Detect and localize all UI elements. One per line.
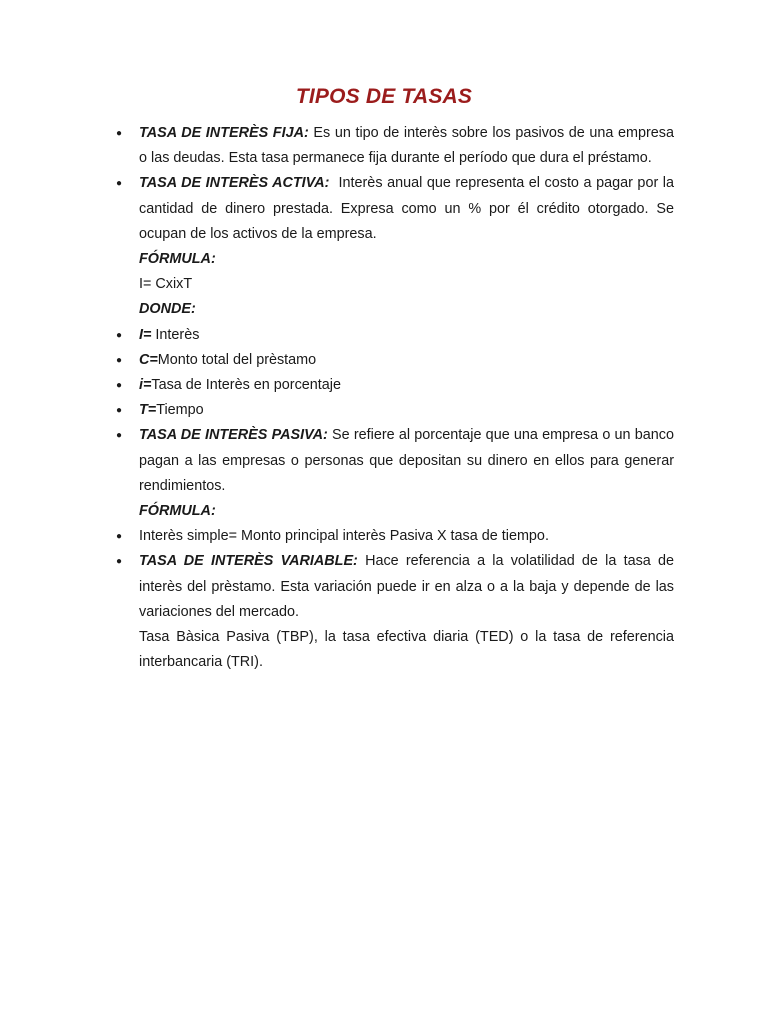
page-title: TIPOS DE TASAS bbox=[295, 85, 473, 108]
term-label: TASA DE INTERÈS FIJA: bbox=[139, 125, 309, 141]
list-item-variable bbox=[139, 348, 674, 373]
variable-description: Tasa de Interès en porcentaje bbox=[151, 377, 342, 394]
list-item-variable bbox=[139, 373, 674, 398]
document-body bbox=[139, 121, 674, 675]
variable-description: Monto total del prèstamo bbox=[157, 351, 317, 368]
variable-symbol: T= bbox=[139, 402, 157, 419]
variable-symbol: C= bbox=[139, 351, 158, 368]
formula-text: I= CxixT bbox=[139, 276, 193, 293]
term-definition: Hace referencia a la volatilidad de la tasa de interès del prèstamo. Esta variación puede ir en alza o a la baja y depende de las variaciones del mercado. bbox=[139, 553, 674, 620]
list-item-tasa-fija bbox=[139, 121, 674, 171]
term-label: TASA DE INTERÈS VARIABLE: bbox=[139, 553, 358, 570]
donde-label: DONDE: bbox=[139, 301, 196, 318]
variable-description: Interès bbox=[151, 326, 200, 343]
term-definition: Es un tipo de interès sobre los pasivos de una empresa o las deudas. Esta tasa permanece fija durante el período que dura el préstamo. bbox=[139, 125, 674, 167]
term-definition: Interès anual que representa el costo a pagar por la cantidad de dinero prestada. Expresa como un % por él crédito otorgado. Se ocupan de los activos de la empresa. bbox=[139, 175, 674, 242]
term-label: TASA DE INTERÈS PASIVA: bbox=[139, 427, 328, 444]
list-item-formula: ● Interès simple= Monto principal interès Pasiva X tasa de tiempo. bbox=[139, 524, 674, 549]
term-definition: Se refiere al porcentaje que una empresa o un banco pagan a las empresas o personas que depositan su dinero en ellos para generar rendimientos. bbox=[139, 427, 674, 494]
list-item-tasa-activa bbox=[139, 171, 674, 247]
list-item-tasa-variable bbox=[139, 549, 674, 625]
variable-description: Tiempo bbox=[156, 402, 204, 419]
term-label: TASA DE INTERÈS ACTIVA: bbox=[139, 175, 330, 192]
list-item-tasa-pasiva bbox=[139, 423, 674, 499]
formula-label: FÓRMULA: bbox=[139, 251, 216, 268]
formula-label: FÓRMULA: bbox=[139, 503, 216, 520]
list-item-variable bbox=[139, 323, 674, 348]
paragraph-extra: Tasa Bàsica Pasiva (TBP), la tasa efectiva diaria (TED) o la tasa de referencia interbancaria (TRI). bbox=[139, 629, 674, 671]
list-item-variable bbox=[139, 398, 674, 423]
variable-symbol: I= bbox=[139, 326, 152, 343]
variable-symbol: i= bbox=[139, 377, 152, 394]
